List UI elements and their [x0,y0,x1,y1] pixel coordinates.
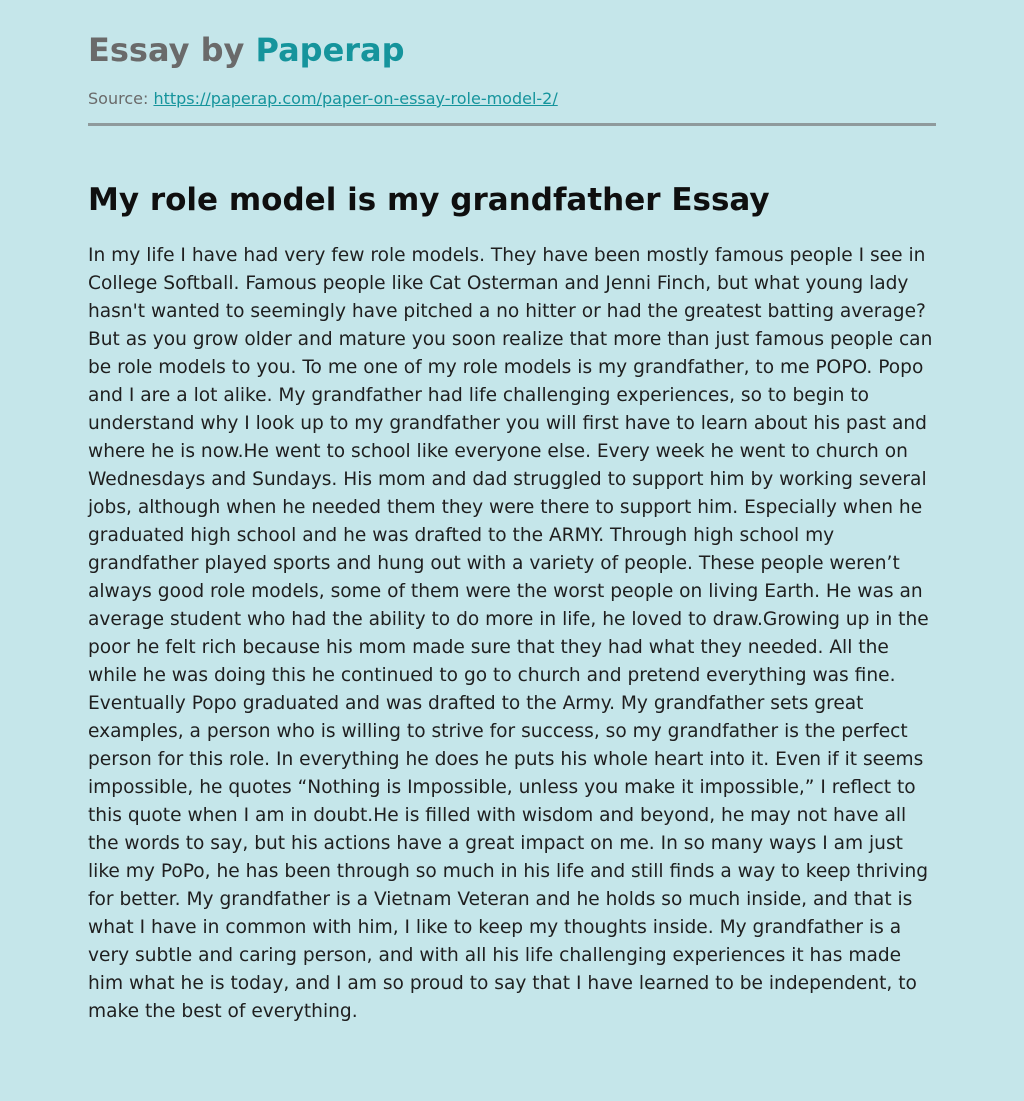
essay-title: My role model is my grandfather Essay [88,182,770,218]
site-brand [88,30,405,70]
header-divider [88,123,936,126]
source-label: Source: [88,89,149,108]
brand-prefix: Essay by [88,31,256,69]
essay-body: In my life I have had very few role models. They have been mostly famous people I see in College Softball. Famous people like Cat Osterman and Jenni Finch, but what young lady hasn't wanted to seemingly have pitched a no hitter or had the greatest batting average? But as you grow older and mature you soon realize that more than just famous people can be role models to you. To me one of my role models is my grandfather, to me POPO. Popo and I are a lot alike. My grandfather had life challenging experiences, so to begin to understand why I look up to my grandfather you will first have to learn about his past and where he is now.He went to school like everyone else. Every week he went to church on Wednesdays and Sundays. His mom and dad struggled to support him by working several jobs, although when he needed them they were there to support him. Especially when he graduated high school and he was drafted to the ARMY. Through high school my grandfather played sports and hung out with a variety of people. These people weren’t always good role models, some of them were the worst people on living Earth. He was an average student who had the ability to do more in life, he loved to draw.Growing up in the poor he felt rich because his mom made sure that they had what they needed. All the while he was doing this he continued to go to church and pretend everything was fine. Eventually Popo graduated and was drafted to the Army. My grandfather sets great examples, a person who is willing to strive for success, so my grandfather is the perfect person for this role. In everything he does he puts his whole heart into it. Even if it seems impossible, he quotes “Nothing is Impossible, unless you make it impossible,” I reflect to this quote when I am in doubt.He is filled with wisdom and beyond, he may not have all the words to say, but his actions have a great impact on me. In so many ways I am just like my PoPo, he has been through so much in his life and still finds a way to keep thriving for better. My grandfather is a Vietnam Veteran and he holds so much inside, and that is what I have in common with him, I like to keep my thoughts inside. My grandfather is a very subtle and caring person, and with all his life challenging experiences it has made him what he is today, and I am so proud to say that I have learned to be independent, to make the best of everything. [88,245,933,1022]
brand-name: Paperap [255,31,405,69]
source-line [88,88,558,110]
source-link[interactable]: https://paperap.com/paper-on-essay-role-model-2/ [153,89,558,108]
